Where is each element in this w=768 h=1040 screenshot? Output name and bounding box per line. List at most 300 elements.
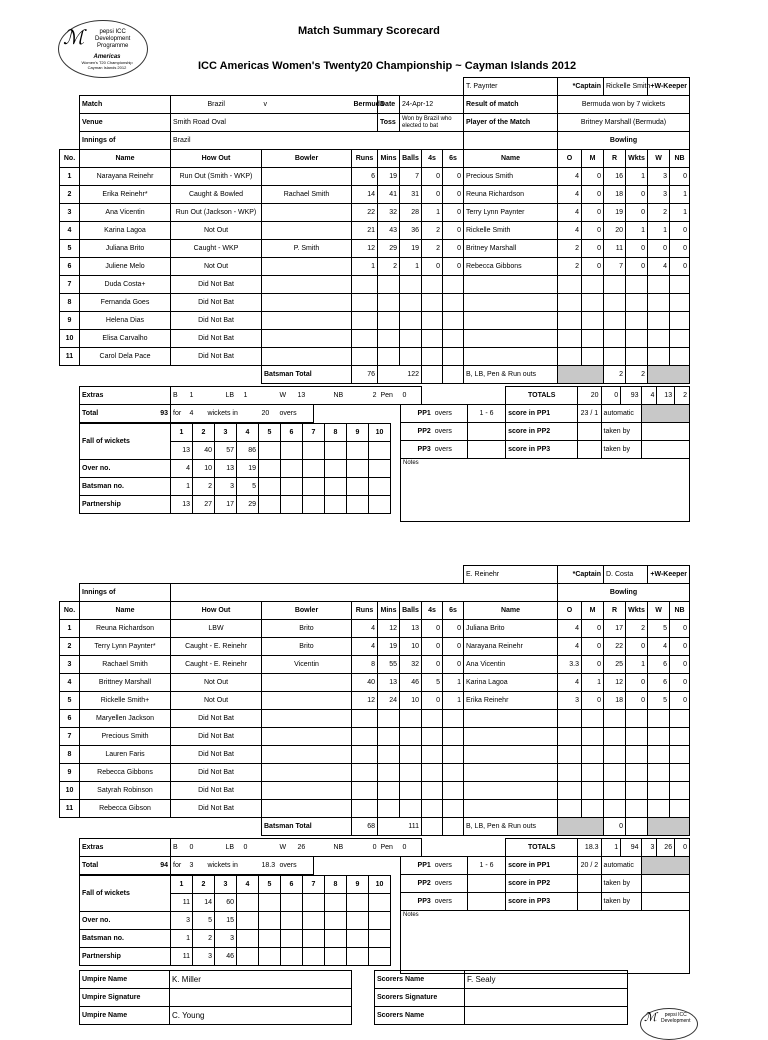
batter-mins: 12 xyxy=(378,620,400,638)
batter-mins xyxy=(378,276,400,294)
captain-name: Rickelle Smith xyxy=(604,78,648,96)
totals-label: TOTALS xyxy=(506,387,578,405)
batter-number: 6 xyxy=(60,258,80,276)
blank xyxy=(670,276,690,294)
bowler-w: 6 xyxy=(648,674,670,692)
pp2-overs-label: overs xyxy=(433,875,468,893)
batter-runs: 21 xyxy=(352,222,378,240)
fow-batsman: 3 xyxy=(215,930,237,948)
batter-sixes: 0 xyxy=(443,168,464,186)
blank xyxy=(604,782,626,800)
extras-label: Extras xyxy=(80,839,171,857)
how-out: Caught & Bowled xyxy=(171,186,262,204)
scorers-signature-label: Scorers Signature xyxy=(375,989,465,1007)
fow-score xyxy=(259,894,281,912)
how-out: Did Not Bat xyxy=(171,782,262,800)
notes-label: Notes xyxy=(403,912,419,918)
batter-name: Carol Dela Pace xyxy=(80,348,171,366)
fow-batsman xyxy=(347,478,369,496)
batter-balls: 10 xyxy=(400,692,422,710)
bowler-m: 0 xyxy=(582,240,604,258)
maidens-header: M xyxy=(582,602,604,620)
table-row xyxy=(60,782,690,800)
blank xyxy=(582,728,604,746)
dismissal-bowler: P. Smith xyxy=(262,240,352,258)
fow-number: 8 xyxy=(325,424,347,442)
logo-line2: Development xyxy=(95,36,131,42)
batter-balls: 31 xyxy=(400,186,422,204)
noballs-label: NB xyxy=(332,387,351,405)
fow-partnership xyxy=(259,948,281,966)
pp3-overs-label: overs xyxy=(433,441,468,459)
wickets-in-label: wickets in xyxy=(206,405,260,423)
fow-batsman: 1 xyxy=(171,930,193,948)
logo-mark-small-icon: ℳ xyxy=(644,1010,657,1024)
batter-mins: 19 xyxy=(378,638,400,656)
bowler-m: 0 xyxy=(582,656,604,674)
batter-number: 11 xyxy=(60,800,80,818)
pp3-score-label: score in PP3 xyxy=(506,441,578,459)
bowling-label: Bowling xyxy=(558,584,690,602)
pen-value: 0 xyxy=(401,839,422,857)
balls-header: Balls xyxy=(400,150,422,168)
toss-label: Toss xyxy=(378,114,400,132)
how-out-header: How Out xyxy=(171,602,262,620)
how-out: Did Not Bat xyxy=(171,710,262,728)
wk-label: +W-Keeper xyxy=(648,566,690,584)
bowler-wk: 1 xyxy=(626,168,648,186)
batter-balls: 1 xyxy=(400,258,422,276)
spacer xyxy=(60,566,464,584)
bowler-o: 4 xyxy=(558,638,582,656)
batter-balls: 28 xyxy=(400,204,422,222)
scorers-name-label: Scorers Name xyxy=(375,971,465,989)
batter-sixes: 0 xyxy=(443,620,464,638)
bowler-nb: 0 xyxy=(670,222,690,240)
spacer xyxy=(60,584,80,602)
bowler-wk: 0 xyxy=(626,240,648,258)
legbyes-label: LB xyxy=(224,839,242,857)
fow-number: 5 xyxy=(259,876,281,894)
how-out: Not Out xyxy=(171,258,262,276)
fow-partnership-label: Partnership xyxy=(80,496,171,514)
batter-fours xyxy=(422,312,443,330)
batter-number: 5 xyxy=(60,692,80,710)
fow-over: 13 xyxy=(215,460,237,478)
batter-mins: 41 xyxy=(378,186,400,204)
spacer xyxy=(60,96,80,114)
fow-number: 5 xyxy=(259,424,281,442)
fow-number: 4 xyxy=(237,424,259,442)
match-date: 24-Apr-12 xyxy=(400,96,464,114)
fow-score xyxy=(281,442,303,460)
wides-label: W xyxy=(278,839,296,857)
bowler-w: 5 xyxy=(648,692,670,710)
batter-balls: 7 xyxy=(400,168,422,186)
match-label: Match xyxy=(80,96,171,114)
batter-fours: 0 xyxy=(422,258,443,276)
fow-batsman xyxy=(281,478,303,496)
blank xyxy=(670,782,690,800)
batter-mins: 2 xyxy=(378,258,400,276)
fow-batsman xyxy=(369,930,391,948)
bowler-wk: 0 xyxy=(626,692,648,710)
batter-number: 9 xyxy=(60,312,80,330)
fow-over xyxy=(303,460,325,478)
fow-number: 1 xyxy=(171,424,193,442)
bowler-wk: 1 xyxy=(626,656,648,674)
batter-number: 4 xyxy=(60,222,80,240)
vs-label: v xyxy=(262,96,352,114)
dismissal-bowler xyxy=(262,330,352,348)
fow-batsman: 1 xyxy=(171,478,193,496)
bowler-nb: 0 xyxy=(670,620,690,638)
bowler-wk: 0 xyxy=(626,674,648,692)
wickets-header: Wkts xyxy=(626,602,648,620)
totals-powerplay-block xyxy=(400,386,690,522)
bowler-w xyxy=(648,710,670,728)
pp1-range: 1 - 6 xyxy=(467,857,505,875)
batter-name: Brittney Marshall xyxy=(80,674,171,692)
batter-balls xyxy=(400,782,422,800)
legbyes-label: LB xyxy=(224,387,242,405)
total-runs: 93 xyxy=(160,410,168,417)
bowler-o: 2 xyxy=(558,240,582,258)
fow-over: 15 xyxy=(215,912,237,930)
batter-mins xyxy=(378,728,400,746)
dismissal-bowler: Vicentin xyxy=(262,656,352,674)
batter-name: Ana Vicentin xyxy=(80,204,171,222)
blank xyxy=(670,746,690,764)
fow-number: 7 xyxy=(303,876,325,894)
byes-value: 1 xyxy=(188,387,224,405)
bowler-m: 0 xyxy=(582,168,604,186)
mins-header: Mins xyxy=(378,602,400,620)
fow-partnership xyxy=(369,948,391,966)
fow-score: 11 xyxy=(171,894,193,912)
wickets-in-label: wickets in xyxy=(206,857,260,875)
fow-number: 4 xyxy=(237,876,259,894)
pp1-overs-label: overs xyxy=(433,857,468,875)
how-out: Caught - E. Reinehr xyxy=(171,656,262,674)
blank xyxy=(464,348,558,366)
batter-number: 8 xyxy=(60,746,80,764)
fow-batsman xyxy=(237,930,259,948)
blank xyxy=(670,312,690,330)
how-out: Not Out xyxy=(171,692,262,710)
blank xyxy=(648,764,670,782)
batter-sixes: 0 xyxy=(443,204,464,222)
bowler-r: 7 xyxy=(604,258,626,276)
table-row xyxy=(60,638,690,656)
blank xyxy=(464,764,558,782)
batter-mins xyxy=(378,312,400,330)
dismissal-bowler xyxy=(262,312,352,330)
batter-runs: 12 xyxy=(352,692,378,710)
batter-name: Lauren Faris xyxy=(80,746,171,764)
blank xyxy=(558,330,582,348)
batter-mins xyxy=(378,800,400,818)
pen-label: Pen xyxy=(379,839,401,857)
batter-mins: 24 xyxy=(378,692,400,710)
batter-name: Rebecca Gibson xyxy=(80,800,171,818)
bowler-name: Karina Lagoa xyxy=(464,674,558,692)
blank xyxy=(626,746,648,764)
batter-name: Duda Costa+ xyxy=(80,276,171,294)
pen-value: 0 xyxy=(401,387,422,405)
batter-runs: 22 xyxy=(352,204,378,222)
pp2-score xyxy=(578,423,601,441)
sixes-header: 6s xyxy=(443,150,464,168)
fow-score xyxy=(303,442,325,460)
batter-sixes xyxy=(443,348,464,366)
bowler-name: Rebecca Gibbons xyxy=(464,258,558,276)
bowler-header: Bowler xyxy=(262,602,352,620)
bowler-r: 22 xyxy=(604,638,626,656)
logo-line4: Americas xyxy=(93,54,121,60)
fow-batsman: 2 xyxy=(193,478,215,496)
bowler-r: 17 xyxy=(604,620,626,638)
grey-cell xyxy=(641,441,690,459)
total-cell xyxy=(80,405,171,423)
table-row xyxy=(60,204,690,222)
table-row xyxy=(60,240,690,258)
dismissal-bowler xyxy=(262,710,352,728)
blank xyxy=(626,294,648,312)
total-wickets: 4 xyxy=(188,405,206,423)
how-out: Did Not Bat xyxy=(171,800,262,818)
total-label: Total xyxy=(82,410,99,417)
batter-runs: 14 xyxy=(352,186,378,204)
batter-fours: 0 xyxy=(422,168,443,186)
batter-balls xyxy=(400,330,422,348)
fow-over xyxy=(237,912,259,930)
fow-score xyxy=(325,894,347,912)
batter-balls: 13 xyxy=(400,620,422,638)
batter-sixes: 0 xyxy=(443,186,464,204)
pp3-score xyxy=(578,441,601,459)
scorers-name-label-2: Scorers Name xyxy=(375,1007,465,1025)
fow-score xyxy=(369,442,391,460)
pp1-mode: automatic xyxy=(601,857,641,875)
fow-number: 1 xyxy=(171,876,193,894)
pp1-score-label: score in PP1 xyxy=(506,405,578,423)
bowler-r: 19 xyxy=(604,204,626,222)
bowler-nb xyxy=(670,710,690,728)
batter-name: Karina Lagoa xyxy=(80,222,171,240)
blank xyxy=(558,348,582,366)
wides-header: W xyxy=(648,150,670,168)
fow-score xyxy=(259,442,281,460)
blank xyxy=(648,746,670,764)
bowler-w: 5 xyxy=(648,620,670,638)
batter-balls xyxy=(400,312,422,330)
batter-fours: 2 xyxy=(422,222,443,240)
batter-name: Helena Dias xyxy=(80,312,171,330)
grey-cell xyxy=(558,366,604,384)
result-label: Result of match xyxy=(464,96,558,114)
name-header: Name xyxy=(80,602,171,620)
bowler-name: Ana Vicentin xyxy=(464,656,558,674)
blank xyxy=(582,782,604,800)
pp1-score: 23 / 1 xyxy=(578,405,601,423)
fow-score: 86 xyxy=(237,442,259,460)
batter-name: Satyrah Robinson xyxy=(80,782,171,800)
name-header: Name xyxy=(80,150,171,168)
totals-wides: 13 xyxy=(657,387,675,405)
blank xyxy=(558,294,582,312)
noballs-label: NB xyxy=(332,839,351,857)
bowler-name-header: Name xyxy=(464,602,558,620)
fow-score: 14 xyxy=(193,894,215,912)
fow-partnership: 11 xyxy=(171,948,193,966)
batter-sixes xyxy=(443,728,464,746)
batter-sixes xyxy=(443,800,464,818)
fow-batsman xyxy=(303,930,325,948)
pp1-text: PP1 xyxy=(417,862,431,869)
bowler-m: 1 xyxy=(582,674,604,692)
pp3-range xyxy=(467,893,505,911)
bowler-wk: 0 xyxy=(626,258,648,276)
dismissal-bowler xyxy=(262,294,352,312)
umpire-name-label-2: Umpire Name xyxy=(80,1007,170,1025)
blank xyxy=(604,348,626,366)
blank xyxy=(558,312,582,330)
batting-team: Brazil xyxy=(171,132,464,150)
batter-balls xyxy=(400,710,422,728)
bowler-r: 12 xyxy=(604,674,626,692)
pp3-text: PP3 xyxy=(417,446,431,453)
icc-logo-small xyxy=(640,1008,698,1040)
blank xyxy=(626,728,648,746)
totals-wickets: 4 xyxy=(641,387,657,405)
dismissal-bowler xyxy=(262,782,352,800)
totals-wickets: 3 xyxy=(641,839,657,857)
blank xyxy=(464,800,558,818)
page-title: Match Summary Scorecard xyxy=(298,25,440,37)
batter-number: 1 xyxy=(60,168,80,186)
fours-header: 4s xyxy=(422,602,443,620)
logo-line5: Women's T20 Championship xyxy=(81,60,133,65)
pp1-score-label: score in PP1 xyxy=(506,857,578,875)
pp1-label xyxy=(401,405,433,423)
blank xyxy=(604,330,626,348)
dismissal-bowler: Brito xyxy=(262,638,352,656)
byes-label: B xyxy=(171,387,188,405)
blank xyxy=(670,800,690,818)
totals-overs: 20 xyxy=(578,387,601,405)
blank xyxy=(648,330,670,348)
batter-fours xyxy=(422,348,443,366)
logo-mark-icon: ℳ xyxy=(63,25,85,49)
bowler-m: 0 xyxy=(582,620,604,638)
blank xyxy=(443,366,464,384)
batter-sixes xyxy=(443,294,464,312)
batter-sixes: 1 xyxy=(443,692,464,710)
totals-label: TOTALS xyxy=(506,839,578,857)
fow-batsman xyxy=(369,478,391,496)
batter-fours xyxy=(422,782,443,800)
fow-partnership-label: Partnership xyxy=(80,948,171,966)
table-row xyxy=(60,746,690,764)
fow-partnership: 17 xyxy=(215,496,237,514)
batter-sixes xyxy=(443,746,464,764)
sixes-header: 6s xyxy=(443,602,464,620)
bowler-o: 4 xyxy=(558,186,582,204)
fow-score xyxy=(237,894,259,912)
blank xyxy=(648,782,670,800)
fall-of-wickets-table xyxy=(79,423,391,514)
innings-table xyxy=(59,565,690,836)
venue-label: Venue xyxy=(80,114,171,132)
bowler-wk: 0 xyxy=(626,638,648,656)
fow-score xyxy=(347,894,369,912)
bowler-nb: 1 xyxy=(670,186,690,204)
pp3-mode: taken by xyxy=(601,441,641,459)
batter-sixes: 0 xyxy=(443,638,464,656)
fow-over xyxy=(281,460,303,478)
batter-runs: 1 xyxy=(352,258,378,276)
fow-over xyxy=(325,912,347,930)
batter-number: 6 xyxy=(60,710,80,728)
logo-line6: Cayman Islands 2012 xyxy=(87,65,127,70)
fow-batsman xyxy=(325,478,347,496)
byes-value: 0 xyxy=(188,839,224,857)
bowler-wk: 0 xyxy=(626,204,648,222)
table-row xyxy=(60,800,690,818)
total-overs: 20 xyxy=(260,405,278,423)
table-row xyxy=(60,186,690,204)
bowler-w: 3 xyxy=(648,168,670,186)
batter-runs xyxy=(352,312,378,330)
batter-name: Rachael Smith xyxy=(80,656,171,674)
how-out: Not Out xyxy=(171,222,262,240)
table-row xyxy=(60,348,690,366)
batter-sixes xyxy=(443,710,464,728)
blank xyxy=(558,800,582,818)
batsman-total-balls: 122 xyxy=(378,366,422,384)
blank xyxy=(604,764,626,782)
wickets-header: Wkts xyxy=(626,150,648,168)
blpr-runs: 0 xyxy=(604,818,626,836)
batter-number: 7 xyxy=(60,276,80,294)
legbyes-value: 1 xyxy=(242,387,278,405)
batsman-total-runs: 76 xyxy=(352,366,378,384)
pp2-range xyxy=(467,423,505,441)
logo-small-line1: pepsi ICC xyxy=(664,1012,687,1018)
batter-fours: 0 xyxy=(422,186,443,204)
for-label: for xyxy=(171,857,188,875)
fow-score: 13 xyxy=(171,442,193,460)
innings-1 xyxy=(59,77,690,508)
dismissal-bowler xyxy=(262,692,352,710)
how-out: Run Out (Jackson - WKP) xyxy=(171,204,262,222)
fow-batsman xyxy=(325,930,347,948)
total-cell xyxy=(80,857,171,875)
mins-header: Mins xyxy=(378,150,400,168)
blpr-label: B, LB, Pen & Run outs xyxy=(464,818,558,836)
bowler-r: 18 xyxy=(604,692,626,710)
batter-fours xyxy=(422,276,443,294)
fow-batsman-label: Batsman no. xyxy=(80,478,171,496)
grey-cell xyxy=(641,893,690,911)
bowler-wk xyxy=(626,710,648,728)
batter-name: Elisa Carvalho xyxy=(80,330,171,348)
batter-fours xyxy=(422,330,443,348)
totals-wides: 26 xyxy=(657,839,675,857)
batter-fours xyxy=(422,800,443,818)
toss-value: Won by Brazil who elected to bat xyxy=(400,114,464,132)
